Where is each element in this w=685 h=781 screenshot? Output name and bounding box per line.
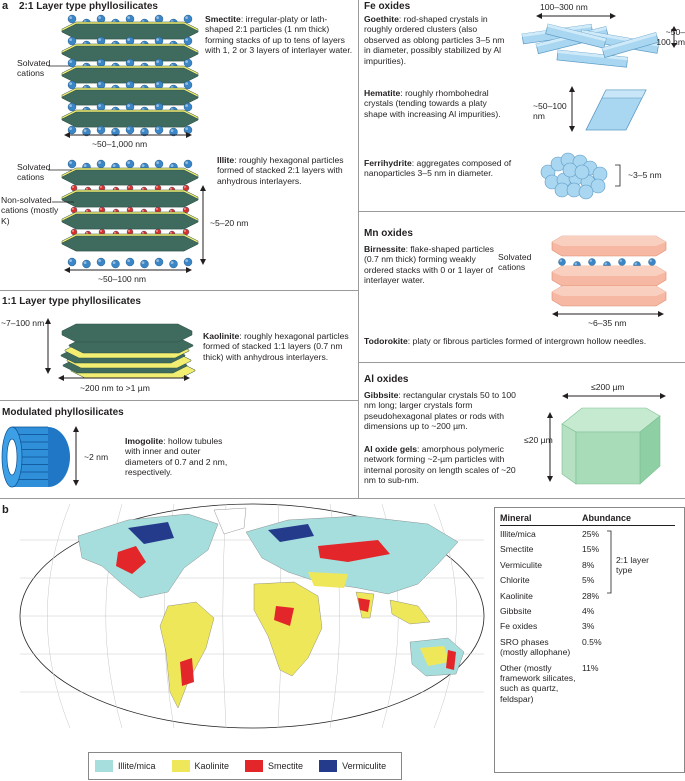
birnessite-solvated-label: Solvated cations — [498, 252, 532, 273]
illite-dim-h-arrow — [199, 185, 207, 265]
smectite-layer-core — [62, 90, 198, 105]
gibbsite-description — [364, 390, 516, 432]
table-cell-mineral: Kaolinite — [500, 590, 533, 601]
imogolite-tube-hole — [7, 439, 17, 475]
table-cell-mineral: SRO phases (mostly allophane) — [500, 636, 571, 658]
table-cell-abundance: 4% — [582, 606, 595, 617]
smectite-desc-text: : irregular-platy or lath-shaped 2:1 particles (1 nm thick) forming stacks of up to tens of layers with 1, 2 or 3 layers of interlayer water. — [205, 14, 353, 56]
kaolinite-dim-h-label: ~7–100 nm — [1, 318, 45, 328]
smectite-cation — [68, 37, 76, 45]
illite-cation-solvated — [126, 160, 134, 168]
kaolinite-stack-illustration — [55, 320, 195, 372]
table-cell-abundance: 25% — [582, 529, 600, 539]
divider-a-b — [0, 498, 685, 499]
panel-a-letter: a — [2, 0, 9, 12]
legend-swatch — [319, 760, 337, 772]
illite-description — [217, 155, 355, 186]
table-row — [500, 544, 680, 554]
smectite-cation — [68, 15, 76, 23]
al-gels-desc-text: : amorphous polymeric network forming ~2-µm particles with internal porosity on length scales of ~20 nm to sub-nm. — [364, 444, 516, 486]
divider-vertical — [358, 0, 359, 498]
table-row — [500, 575, 680, 585]
smectite-dim-label: ~50–1,000 nm — [92, 139, 148, 149]
ferrihydrite-particle — [579, 185, 593, 199]
table-cell-mineral: Vermiculite — [500, 559, 543, 570]
illite-cation-solvated — [97, 258, 105, 266]
birnessite-dim-arrow — [552, 310, 664, 318]
illite-dim-h-label: ~5–20 nm — [210, 218, 249, 228]
kaolinite-dim-h-arrow — [44, 318, 52, 374]
fe-oxides-heading: Fe oxides — [364, 1, 411, 12]
table-cell-abundance: 11% — [582, 662, 599, 673]
smectite-layer-core — [62, 46, 198, 61]
map-legend — [88, 752, 402, 780]
mn-oxides-heading: Mn oxides — [364, 228, 413, 239]
ferrihydrite-particle — [575, 165, 589, 179]
smectite-cation — [184, 59, 192, 67]
map-patch-kaolinite-mideast — [308, 572, 348, 588]
al-gels-name: Al oxide gels — [364, 444, 418, 454]
todorokite-description — [364, 336, 684, 346]
kaolinite-desc-text: : roughly hexagonal particles formed of stacked 1:1 layers (0.7 nm thick) with anhydrous interlayers. — [203, 331, 349, 362]
illite-nonsolvated-leader — [52, 200, 76, 204]
hematite-dim-label: ~50–100 nm — [533, 101, 567, 122]
hematite-description — [364, 88, 510, 119]
gibbsite-dim-h-label: ≤20 µm — [524, 435, 553, 445]
divider-21-11 — [0, 290, 358, 291]
goethite-description — [364, 14, 510, 66]
layer21-heading: 2:1 Layer type phyllosilicates — [19, 1, 158, 12]
legend-swatch — [245, 760, 263, 772]
smectite-stack-illustration — [60, 12, 200, 134]
imogolite-dim-label: ~2 nm — [84, 452, 109, 462]
al-gels-description — [364, 444, 516, 486]
illite-cation-solvated — [126, 258, 134, 266]
ferrihydrite-name: Ferrihydrite — [364, 158, 412, 168]
illite-layer-core — [62, 192, 198, 207]
table-row — [500, 591, 680, 601]
table-cell-abundance: 15% — [582, 544, 600, 555]
ferrihydrite-desc-text: : aggregates composed of nanoparticles 3–5 nm in diameter. — [364, 158, 512, 179]
hematite-crystal-illustration — [584, 88, 648, 132]
imogolite-name: Imogolite — [125, 436, 164, 446]
birnessite-stack-illustration — [548, 232, 670, 308]
legend-swatch — [172, 760, 190, 772]
table-header-mineral: Mineral — [500, 513, 532, 523]
gibbsite-prism-illustration — [560, 404, 670, 486]
table-cell-abundance: 3% — [582, 621, 595, 632]
panel-b-letter: b — [2, 504, 9, 516]
world-clay-mineral-map — [18, 502, 486, 730]
illite-desc-text: : roughly hexagonal particles formed of stacked 2:1 layers with anhydrous interlayers. — [217, 155, 344, 186]
illite-nonsolvated-label: Non-solvated cations (mostly K) — [1, 195, 59, 226]
illite-cation-solvated — [155, 258, 163, 266]
legend-item — [245, 759, 303, 773]
layer11-heading: 1:1 Layer type phyllosilicates — [2, 296, 141, 307]
goethite-rods-illustration — [518, 20, 668, 76]
table-cell-abundance: 28% — [582, 590, 600, 601]
kaolinite-name: Kaolinite — [203, 331, 240, 341]
ferrihydrite-particle — [567, 183, 581, 197]
table-row — [500, 621, 680, 631]
birnessite-cation — [619, 259, 626, 266]
gibbsite-dim-h-arrow — [546, 412, 554, 482]
legend-swatch — [95, 760, 113, 772]
illite-cation-solvated — [184, 160, 192, 168]
al-oxides-heading: Al oxides — [364, 374, 409, 385]
illite-dim-w-arrow — [64, 266, 192, 274]
illite-name: Illite — [217, 155, 235, 165]
smectite-cation — [184, 37, 192, 45]
kaolinite-top-layer — [62, 324, 192, 342]
ferrihydrite-dim-label: ~3–5 nm — [628, 170, 662, 180]
imogolite-tube-illustration — [2, 422, 82, 492]
hematite-dim-arrow — [568, 86, 576, 132]
illite-cation-solvated — [184, 258, 192, 266]
illite-cation-solvated — [68, 160, 76, 168]
legend-item — [172, 759, 230, 773]
smectite-layer-core — [62, 68, 198, 83]
kaolinite-dim-w-label: ~200 nm to >1 µm — [80, 383, 150, 393]
table-cell-abundance: 0.5% — [582, 636, 602, 647]
birnessite-desc-text: : flake-shaped particles (0.7 nm thick) forming weakly ordered stacks with 0 or 1 layer of interlayer water. — [364, 244, 494, 286]
table-21-bracket-label: 2:1 layer type — [616, 555, 649, 576]
legend-label: Vermiculite — [342, 761, 387, 771]
illite-layer-core — [62, 170, 198, 185]
goethite-dim-w-label: 100–300 nm — [540, 2, 588, 12]
smectite-cation — [68, 81, 76, 89]
goethite-dim-w-arrow — [536, 12, 616, 20]
table-row — [500, 663, 680, 705]
illite-solvated-leader — [48, 168, 74, 172]
map-patch-smectite-sa — [180, 658, 194, 686]
birnessite-cation — [589, 259, 596, 266]
modulated-heading: Modulated phyllosilicates — [2, 407, 124, 418]
birnessite-description — [364, 244, 496, 286]
illite-cation-solvated — [68, 258, 76, 266]
divider-mn-al — [358, 362, 685, 363]
gibbsite-name: Gibbsite — [364, 390, 399, 400]
divider-11-modulated — [0, 400, 358, 401]
birnessite-name: Birnessite — [364, 244, 406, 254]
smectite-dim-arrow — [64, 131, 192, 139]
goethite-desc-text: : rod-shaped crystals in roughly ordered clusters (also observed as oblong particles 3–5 nm in diameter, possibly stabilized by Al impurities). — [364, 14, 505, 66]
table-cell-mineral: Other (mostly framework silicates, such as quartz, feldspar) — [500, 662, 576, 704]
table-cell-mineral: Chlorite — [500, 575, 530, 586]
birnessite-cation — [559, 259, 566, 266]
illite-solvated-label: Solvated cations — [17, 162, 51, 183]
smectite-name: Smectite — [205, 14, 241, 24]
kaolinite-dim-w-arrow — [58, 374, 190, 382]
ferrihydrite-description — [364, 158, 512, 179]
table-header-rule — [500, 525, 675, 526]
table-cell-mineral: Gibbsite — [500, 606, 532, 617]
smectite-label-leader — [48, 64, 72, 68]
divider-fe-mn — [358, 211, 685, 212]
table-cell-abundance: 8% — [582, 559, 595, 570]
smectite-cation — [68, 103, 76, 111]
imogolite-dim-arrow — [72, 426, 80, 486]
smectite-solvated-label: Solvated cations — [17, 58, 51, 79]
smectite-cation — [184, 81, 192, 89]
hematite-name: Hematite — [364, 88, 401, 98]
ferrihydrite-aggregate-illustration — [538, 150, 618, 198]
goethite-name: Goethite — [364, 14, 399, 24]
gibbsite-dim-w-arrow — [562, 392, 666, 400]
ferrihydrite-bracket — [614, 164, 624, 188]
gibbsite-dim-w-label: ≤200 µm — [591, 382, 625, 392]
imogolite-description — [125, 436, 240, 478]
smectite-cation — [184, 103, 192, 111]
smectite-description — [205, 14, 353, 56]
illite-layer-core — [62, 214, 198, 229]
smectite-layer-core — [62, 24, 198, 39]
table-cell-mineral: Smectite — [500, 544, 534, 555]
kaolinite-description — [203, 331, 355, 362]
table-row — [500, 529, 680, 539]
table-row — [500, 606, 680, 616]
ferrihydrite-particle — [563, 163, 577, 177]
birnessite-dim-label: ~6–35 nm — [588, 318, 627, 328]
table-header-abundance: Abundance — [582, 513, 632, 523]
legend-label: Kaolinite — [194, 761, 230, 771]
imogolite-desc-text: : hollow tubules with inner and outer diameters of 0.7 and 2 nm, respectively. — [125, 436, 228, 478]
legend-label: Illite/mica — [118, 761, 156, 771]
table-cell-mineral: Fe oxides — [500, 621, 538, 632]
table-21-bracket — [606, 530, 614, 594]
illite-cation-solvated — [155, 160, 163, 168]
goethite-dim-h-label: ~50–100 nm — [656, 27, 685, 48]
illite-stack-illustration — [60, 158, 200, 268]
birnessite-cation — [649, 259, 656, 266]
table-cell-mineral: Illite/mica — [500, 529, 536, 539]
todorokite-name: Todorokite — [364, 336, 408, 346]
legend-item — [319, 759, 386, 773]
table-cell-abundance: 5% — [582, 575, 595, 586]
gibbsite-desc-text: : rectangular crystals 50 to 100 nm long; larger crystals form pseudohexagonal plates or rods with dimensions up to ~200 µm. — [364, 390, 516, 432]
illite-layer-core — [62, 236, 198, 251]
illite-cation-solvated — [97, 160, 105, 168]
legend-label: Smectite — [268, 761, 304, 771]
smectite-cation — [184, 15, 192, 23]
ferrihydrite-particle — [593, 167, 607, 181]
hematite-desc-text: : roughly rhombohedral crystals (tending towards a platy shape with increasing Al impurities). — [364, 88, 501, 119]
table-row — [500, 637, 680, 658]
smectite-layer-core — [62, 112, 198, 127]
illite-dim-w-label: ~50–100 nm — [98, 274, 147, 284]
legend-item — [95, 759, 156, 773]
todorokite-desc-text: : platy or fibrous particles formed of intergrown hollow needles. — [407, 336, 647, 346]
